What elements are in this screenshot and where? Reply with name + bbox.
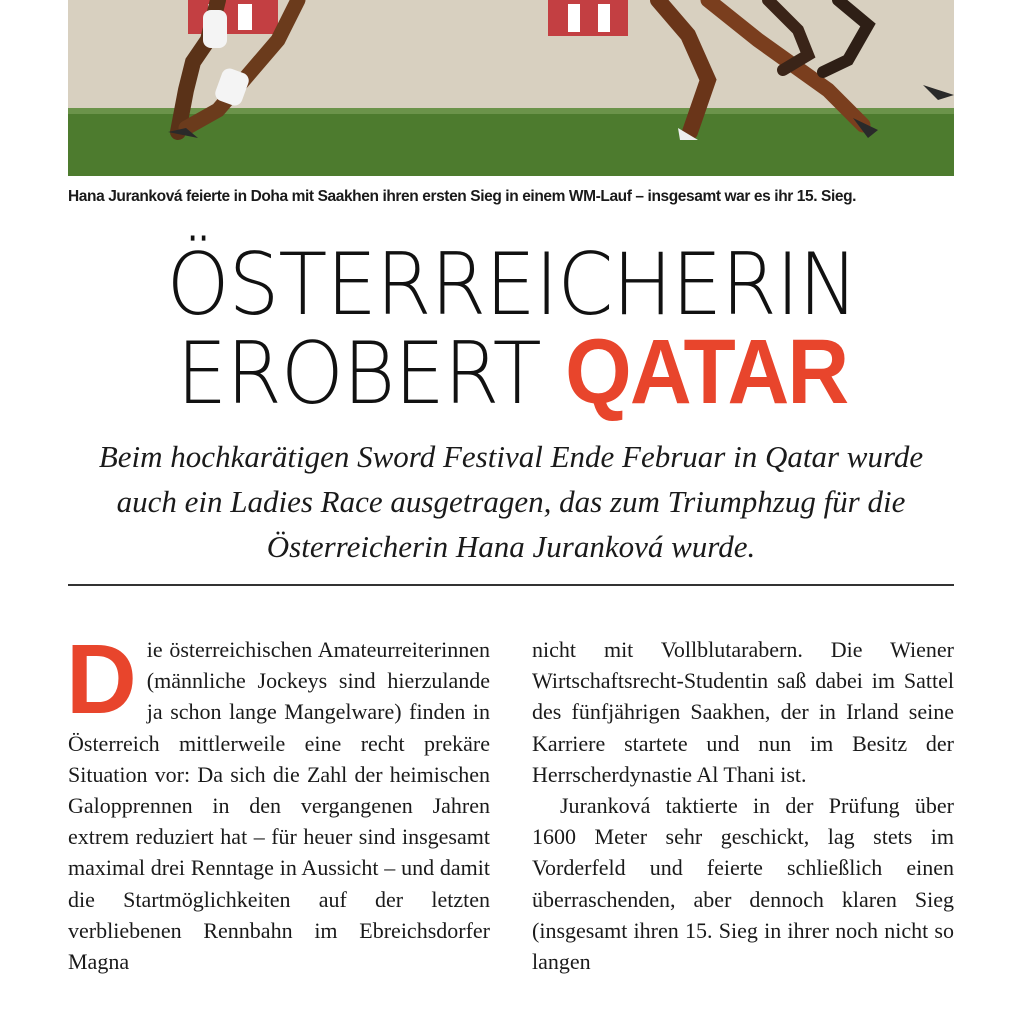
race-photo (68, 0, 954, 176)
headline-accent: QATAR (565, 321, 848, 423)
article-column-right (532, 634, 954, 977)
horse-race-photo-icon (68, 0, 954, 176)
divider-rule (68, 584, 954, 586)
drop-cap: D (66, 624, 137, 734)
headline-line-1: ÖSTERREICHERIN (166, 235, 858, 335)
headline (0, 235, 1024, 424)
body-paragraph: nicht mit Vollblutarabern. Die Wiener Wirtschaftsrecht-Studentin saß dabei im Sattel des fünfjährigen Saakhen, der in Irland seine Karriere startete und nun im Besitz der Herrscherdynastie Al Thani ist. (532, 637, 954, 787)
article-column-left (66, 624, 490, 977)
headline-line-2 (36, 321, 988, 424)
photo-caption: Hana Juranková feierte in Doha mit Saakhen ihren ersten Sieg in einem WM-Lauf – insgesamt war es ihr 15. Sieg. (68, 188, 857, 205)
lead-paragraph: Beim hochkarätigen Sword Festival Ende Februar in Qatar wurde auch ein Ladies Race ausgetragen, das zum Triumphzug für die Österreicherin Hana Juranková wurde. (98, 439, 924, 564)
headline-plain: EROBERT (176, 324, 566, 424)
body-paragraph (66, 624, 490, 977)
body-text-left: ie österreichischen Amateurreiterinnen (männliche Jockeys sind hierzulande ja schon lange Mangelware) finden in Österreich mittlerweile eine recht prekäre Situation vor: Da sich die Zahl der heimischen Galopprennen in den vergangenen Jahren extrem reduziert hat – für heuer sind insgesamt maximal drei Renntage in Aussicht – und damit die Startmöglichkeiten auf der letzten verbliebenen Rennbahn im Ebreichsdorfer Magna (68, 637, 490, 975)
body-paragraph: Juranková taktierte in der Prüfung über 1600 Meter sehr geschickt, lag stets im Vorderfeld und feierte schließlich einen überraschenden, aber dennoch klaren Sieg (insgesamt ihren 15. Sieg in ihrer noch nicht so langen (532, 793, 954, 975)
